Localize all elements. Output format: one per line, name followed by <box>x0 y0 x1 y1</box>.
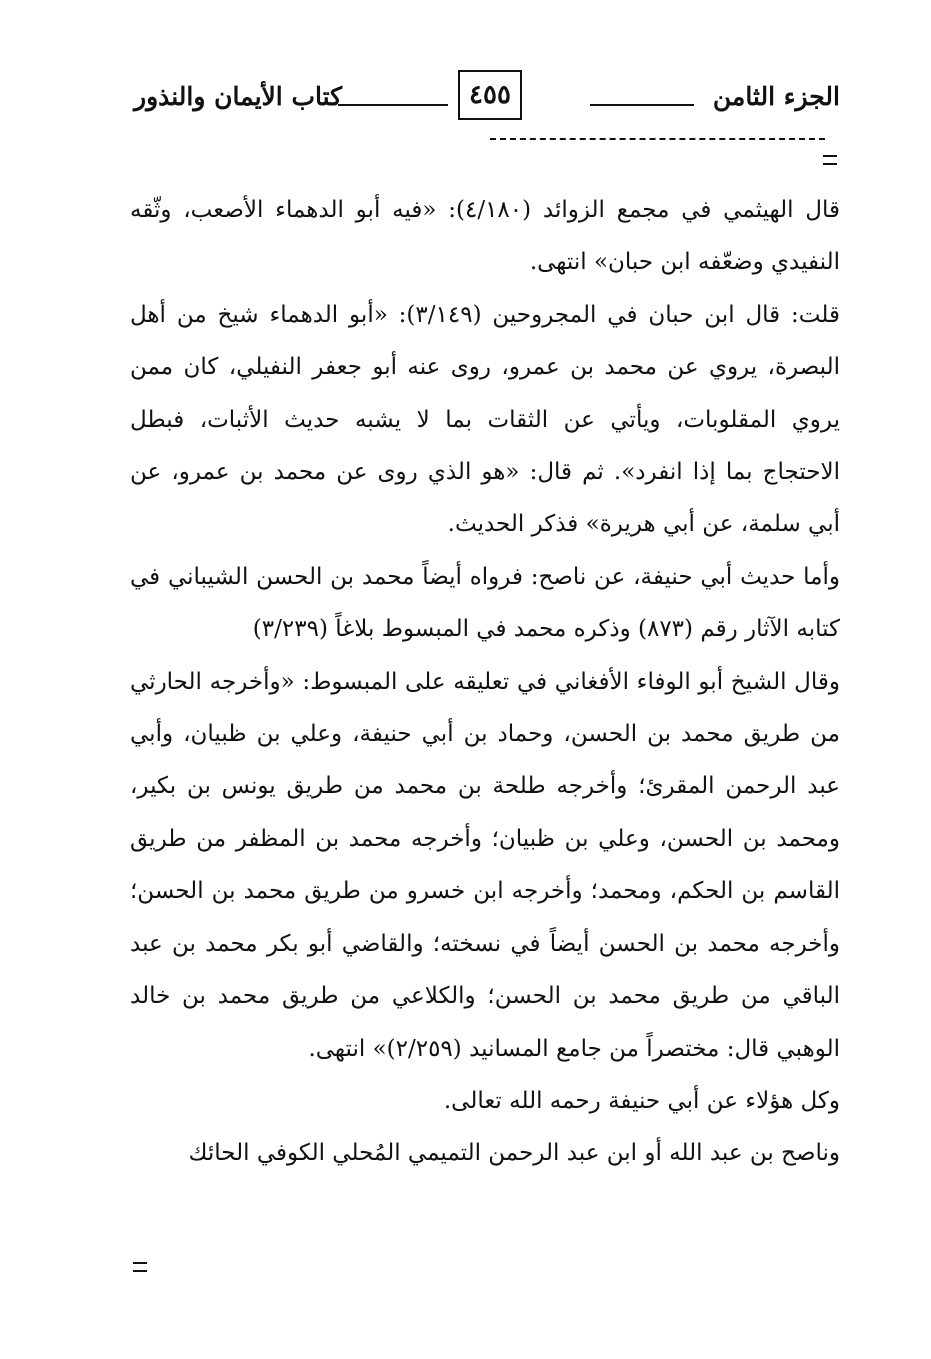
paragraph: قلت: قال ابن حبان في المجروحين (٣/١٤٩): «أبو الدهماء شيخ من أهل البصرة، يروي عن محمد بن عمرو، روى عنه أبو جعفر النفيلي، كان ممن يروي المقلوبات، ويأتي عن الثقات بما لا يشبه حديث الأثبات، فبطل الاحتجاج بما إذا انفرد». ثم قال: «هو الذي روى عن محمد بن عمرو، عن أبي سلمة، عن أبي هريرة» فذكر الحديث. <box>130 301 840 538</box>
part-title: الجزء الثامن <box>712 82 840 111</box>
paragraph: وقال الشيخ أبو الوفاء الأفغاني في تعليقه على المبسوط: «وأخرجه الحارثي من طريق محمد بن الحسن، وحماد بن أبي حنيفة، وعلي بن ظبيان، وأبي عبد الرحمن المقرئ؛ وأخرجه طلحة بن محمد من طريق يونس بن بكير، ومحمد بن الحسن، وعلي بن ظبيان؛ وأخرجه محمد بن المظفر من طريق القاسم بن الحكم، ومحمد؛ وأخرجه ابن خسرو من طريق محمد بن الحسن؛ وأخرجه محمد بن الحسن أيضاً في نسخته؛ والقاضي أبو بكر محمد بن عبد الباقي من طريق محمد بن الحسن؛ والكلاعي من طريق محمد بن خالد الوهبي قال: مختصراً من جامع المسانيد (٢/٢٥٩)» انتهى. <box>130 668 840 1062</box>
continuation-mark <box>823 155 837 165</box>
dashed-separator <box>490 138 825 140</box>
page-number: ٤٥٥ <box>458 70 522 120</box>
running-header <box>128 70 840 124</box>
footnote-text <box>130 184 840 1180</box>
paragraph: قال الهيثمي في مجمع الزوائد (٤/١٨٠): «فيه أبو الدهماء الأصعب، وثّقه النفيدي وضعّفه ابن حبان» انتهى. <box>130 197 840 276</box>
continuation-mark <box>133 1262 147 1272</box>
header-rule <box>590 104 694 106</box>
paragraph: وأما حديث أبي حنيفة، عن ناصح: فرواه أيضاً محمد بن الحسن الشيباني في كتابه الآثار رقم (٨٧٣) وذكره محمد في المبسوط بلاغاً (٣/٢٣٩) <box>130 563 840 643</box>
book-title: كتاب الأيمان والنذور <box>134 82 343 111</box>
header-rule <box>338 104 448 106</box>
paragraph: وناصح بن عبد الله أو ابن عبد الرحمن التميمي المُحلي الكوفي الحائك <box>188 1140 840 1167</box>
paragraph: وكل هؤلاء عن أبي حنيفة رحمه الله تعالى. <box>443 1087 840 1114</box>
